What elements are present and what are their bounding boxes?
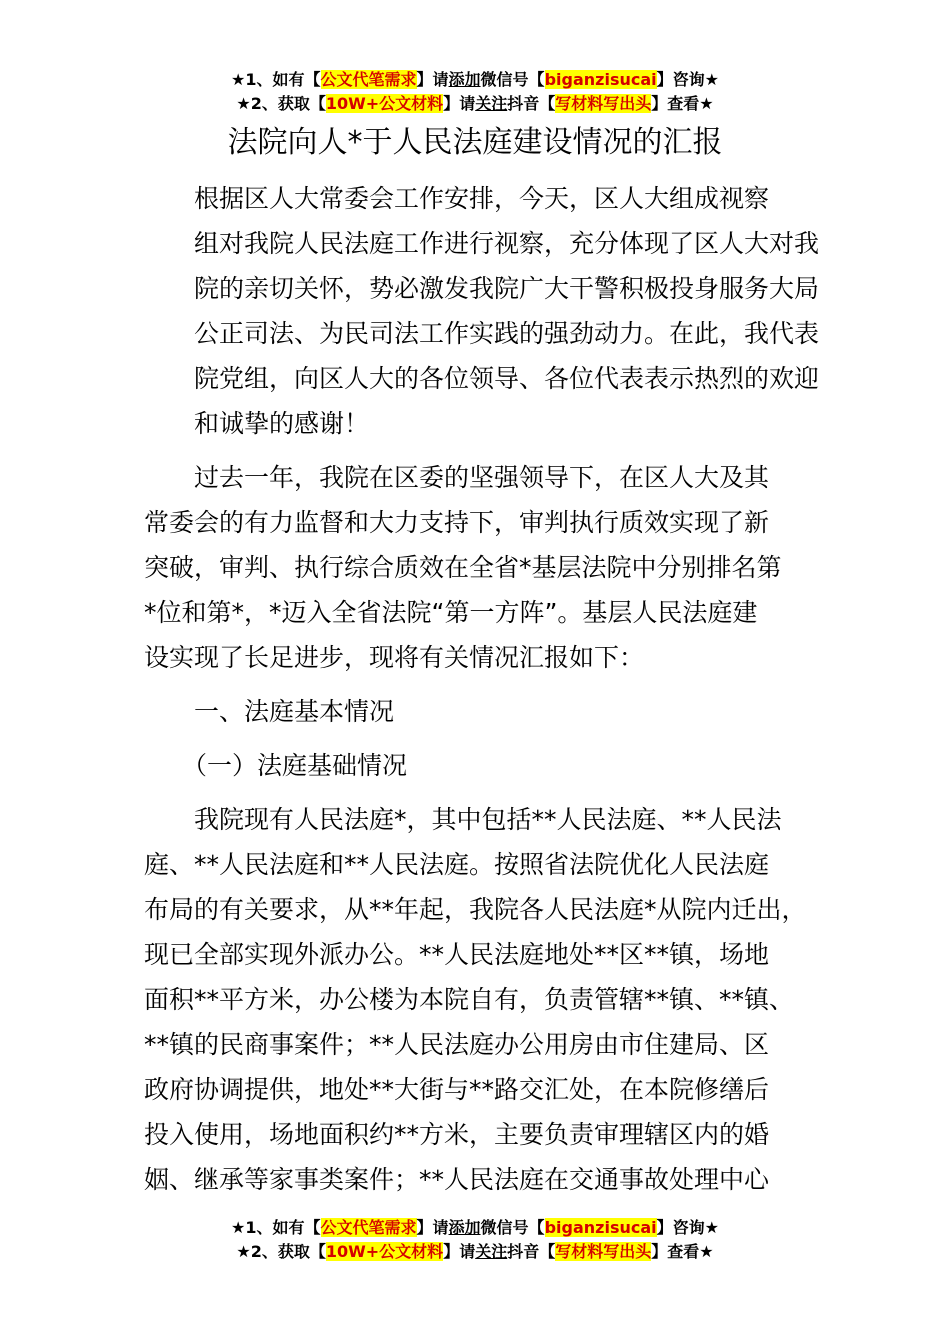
ad-line-1-bottom: ★1、如有【公文代笔需求】请添加微信号【biganzisucai】咨询★ — [231, 1218, 719, 1237]
ad-banner-bottom — [0, 1216, 950, 1264]
ad-line-2: ★2、获取【10W+公文材料】请关注抖音【写材料写出头】查看★ — [236, 94, 714, 113]
highlight-materials: 10W+公文材料 — [325, 94, 444, 113]
highlight-wechat-id: biganzisucai — [544, 70, 657, 89]
para-3: 我院现有人民法庭*，其中包括**人民法庭、**人民法 庭、**人民法庭和**人民法庭。按照省法院优化人民法庭 布局的有关要求，从**年起，我院各人民法庭*从院内迁出， 现已全部实现外派办公。**人民法庭地处**区**镇，场地 面积**平方米，办公楼为本院自有，负责管辖**镇、**镇、 **镇的民商事案件；**人民法庭办公用房由市住建局、区 政府协调提供，地处**大街与**路交汇处，在本院修缮后 投入使用，场地面积约**方米，主要负责审理辖区内的婚 姻、继承等家事类案件；**人民法庭在交通事故处理中心 — [144, 805, 807, 1194]
ad-banner-top — [0, 68, 950, 116]
section-heading-1: 一、法庭基本情况 — [194, 697, 395, 726]
section-heading-2: （一）法庭基础情况 — [182, 751, 408, 780]
ad-line-2-bottom: ★2、获取【10W+公文材料】请关注抖音【写材料写出头】查看★ — [236, 1242, 714, 1261]
document-title: 法院向人*于人民法庭建设情况的汇报 — [227, 125, 723, 160]
ad-line-1: ★1、如有【公文代笔需求】请添加微信号【biganzisucai】咨询★ — [231, 70, 719, 89]
document-body — [144, 176, 820, 1211]
highlight-ghostwriting: 公文代笔需求 — [320, 70, 417, 89]
para-2: 过去一年，我院在区委的坚强领导下，在区人大及其 常委会的有力监督和大力支持下，审判执行质效实现了新 突破，审判、执行综合质效在全省*基层法院中分别排名第 *位和第*，*迈入全省法院“第一方阵”。基层人民法庭建 设实现了长足进步，现将有关情况汇报如下： — [144, 463, 782, 672]
para-1: 根据区人大常委会工作安排，今天，区人大组成视察 组对我院人民法庭工作进行视察，充分体现了区人大对我 院的亲切关怀，势必激发我院广大干警积极投身服务大局 公正司法、为民司法工作实践的强劲动力。在此，我代表 院党组，向区人大的各位领导、各位代表表示热烈的欢迎 和诚挚的感谢！ — [194, 184, 820, 438]
highlight-douyin: 写材料写出头 — [555, 94, 652, 113]
